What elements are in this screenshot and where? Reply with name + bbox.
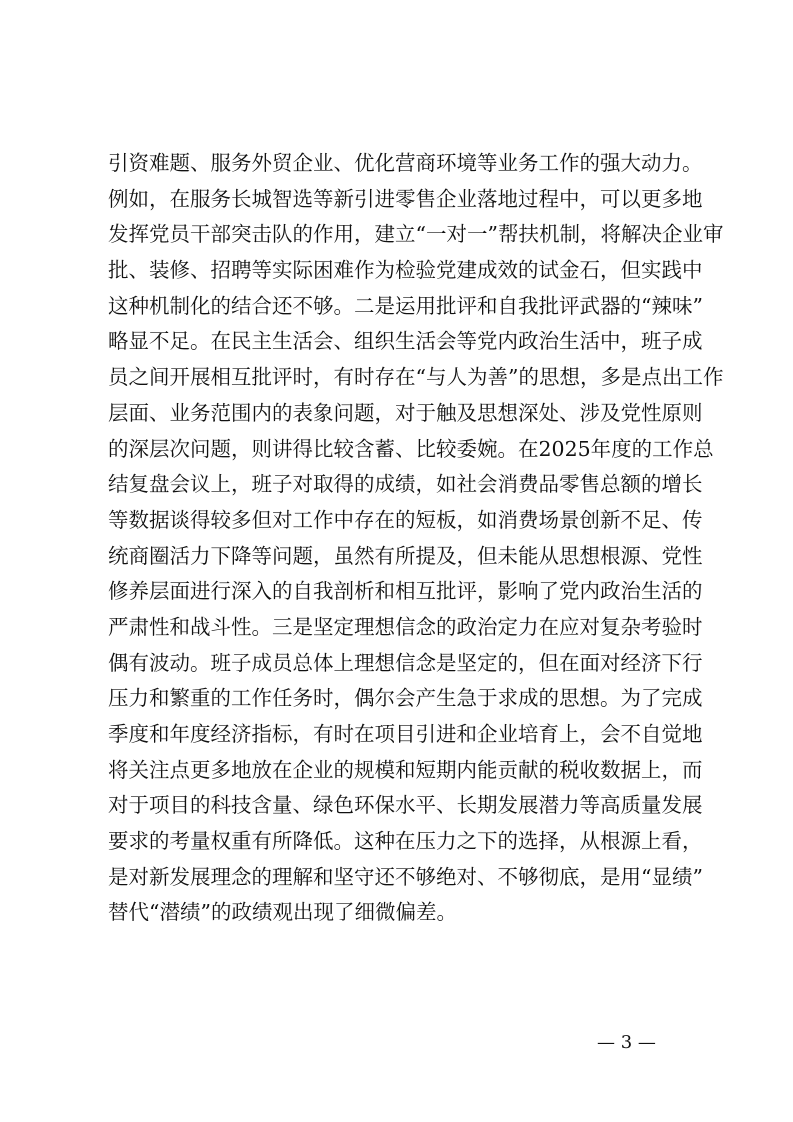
text-line: 发挥党员干部突击队的作用，建立“一对一”帮扶机制，将解决企业审 — [108, 222, 724, 247]
text-line: 层面、业务范围内的表象问题，对于触及思想深处、涉及党性原则 — [108, 400, 703, 425]
text-line: 对于项目的科技含量、绿色环保水平、长期发展潜力等高质量发展 — [108, 793, 703, 818]
text-line: 压力和繁重的工作任务时，偶尔会产生急于求成的思想。为了完成 — [108, 686, 703, 711]
text-line: 修养层面进行深入的自我剖析和相互批评，影响了党内政治生活的 — [108, 579, 703, 604]
text-line: 结复盘会议上，班子对取得的成绩，如社会消费品零售总额的增长 — [108, 472, 703, 497]
page-number-label: — 3 — — [597, 1032, 656, 1053]
text-line: 的深层次问题，则讲得比较含蓄、比较委婉。在2025年度的工作总 — [108, 436, 714, 461]
text-line: 要求的考量权重有所降低。这种在压力之下的选择，从根源上看， — [108, 829, 703, 854]
text-line: 这种机制化的结合还不够。二是运用批评和自我批评武器的“辣味” — [108, 293, 703, 318]
text-line: 是对新发展理念的理解和坚守还不够绝对、不够彻底，是用“显绩” — [108, 864, 703, 889]
text-line: 严肃性和战斗性。三是坚定理想信念的政治定力在应对复杂考验时 — [108, 614, 703, 639]
text-line: 偶有波动。班子成员总体上理想信念是坚定的，但在面对经济下行 — [108, 650, 703, 675]
text-line: 批、装修、招聘等实际困难作为检验党建成效的试金石，但实践中 — [108, 258, 703, 283]
body-paragraph — [108, 146, 724, 931]
text-line: 将关注点更多地放在企业的规模和短期内能贡献的税收数据上，而 — [108, 757, 703, 782]
text-line: 替代“潜绩”的政绩观出现了细微偏差。 — [108, 900, 457, 925]
text-line: 等数据谈得较多但对工作中存在的短板，如消费场景创新不足、传 — [108, 507, 703, 532]
text-line: 例如，在服务长城智选等新引进零售企业落地过程中，可以更多地 — [108, 186, 703, 211]
text-line: 统商圈活力下降等问题，虽然有所提及，但未能从思想根源、党性 — [108, 543, 703, 568]
page-number — [0, 1030, 793, 1056]
text-line: 引资难题、服务外贸企业、优化营商环境等业务工作的强大动力。 — [108, 151, 703, 175]
text-line: 略显不足。在民主生活会、组织生活会等党内政治生活中，班子成 — [108, 329, 703, 354]
text-line: 员之间开展相互批评时，有时存在“与人为善”的思想，多是点出工作 — [108, 365, 724, 390]
text-line: 季度和年度经济指标，有时在项目引进和企业培育上，会不自觉地 — [108, 722, 703, 746]
